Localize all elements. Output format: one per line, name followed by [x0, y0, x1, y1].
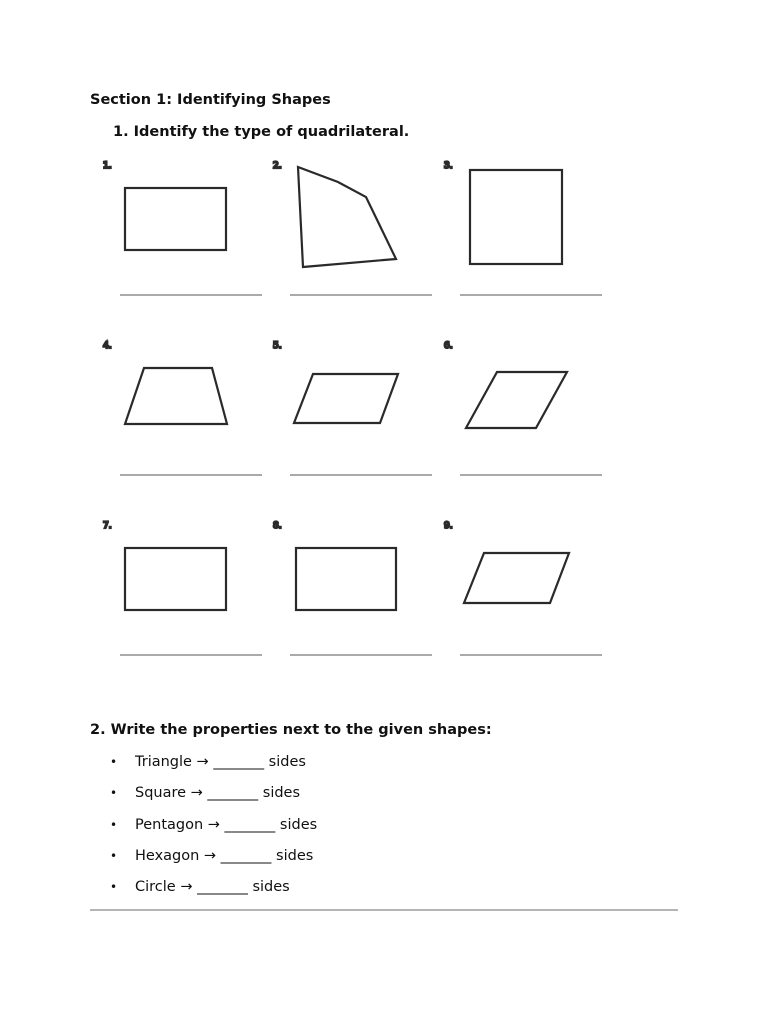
figure-number-3: 3.	[444, 161, 453, 171]
shape-9-parallelogram	[464, 553, 569, 603]
figure-number-2: 2.	[273, 161, 282, 171]
figure-number-5: 5.	[273, 341, 282, 351]
list-item-text: Triangle → _______ sides	[135, 754, 306, 770]
figure-number-8: 8.	[273, 521, 282, 531]
shape-4-trapezoid	[125, 368, 227, 424]
figure-number-1: 1.	[103, 161, 112, 171]
horizontal-rule	[90, 909, 678, 911]
bullet: •	[110, 817, 118, 832]
shape-6-rhombus	[466, 372, 567, 428]
figure-number-4: 4.	[103, 341, 112, 351]
bullet: •	[110, 848, 118, 863]
list-item-text: Hexagon → _______ sides	[135, 847, 314, 864]
list-item	[110, 877, 317, 908]
shape-8-rectangle	[296, 548, 396, 610]
bullet: •	[110, 880, 118, 895]
shape-1-rectangle	[125, 188, 226, 250]
list-item	[110, 752, 317, 783]
list-item-text: Square → _______ sides	[135, 785, 301, 802]
question-2-title: 2. Write the properties next to the given shapes:	[90, 722, 492, 738]
list-item	[110, 846, 317, 877]
shape-5-parallelogram	[294, 374, 398, 423]
figure-number-6: 6.	[444, 341, 453, 351]
list-item	[110, 815, 318, 846]
shape-7-rectangle	[125, 548, 226, 610]
shape-2-irregular-quadrilateral	[298, 167, 396, 267]
bullet: •	[110, 755, 118, 769]
section-title: Section 1: Identifying Shapes	[90, 92, 331, 108]
shape-3-square	[470, 170, 562, 264]
properties-list	[110, 752, 318, 908]
list-item-text: Pentagon → _______ sides	[135, 816, 318, 833]
question-1-title: 1. Identify the type of quadrilateral.	[113, 124, 410, 140]
bullet: •	[110, 786, 118, 801]
list-item	[110, 783, 317, 814]
list-item-text: Circle → _______ sides	[135, 879, 290, 896]
figure-number-7: 7.	[103, 521, 112, 531]
figure-number-9: 9.	[444, 521, 453, 531]
